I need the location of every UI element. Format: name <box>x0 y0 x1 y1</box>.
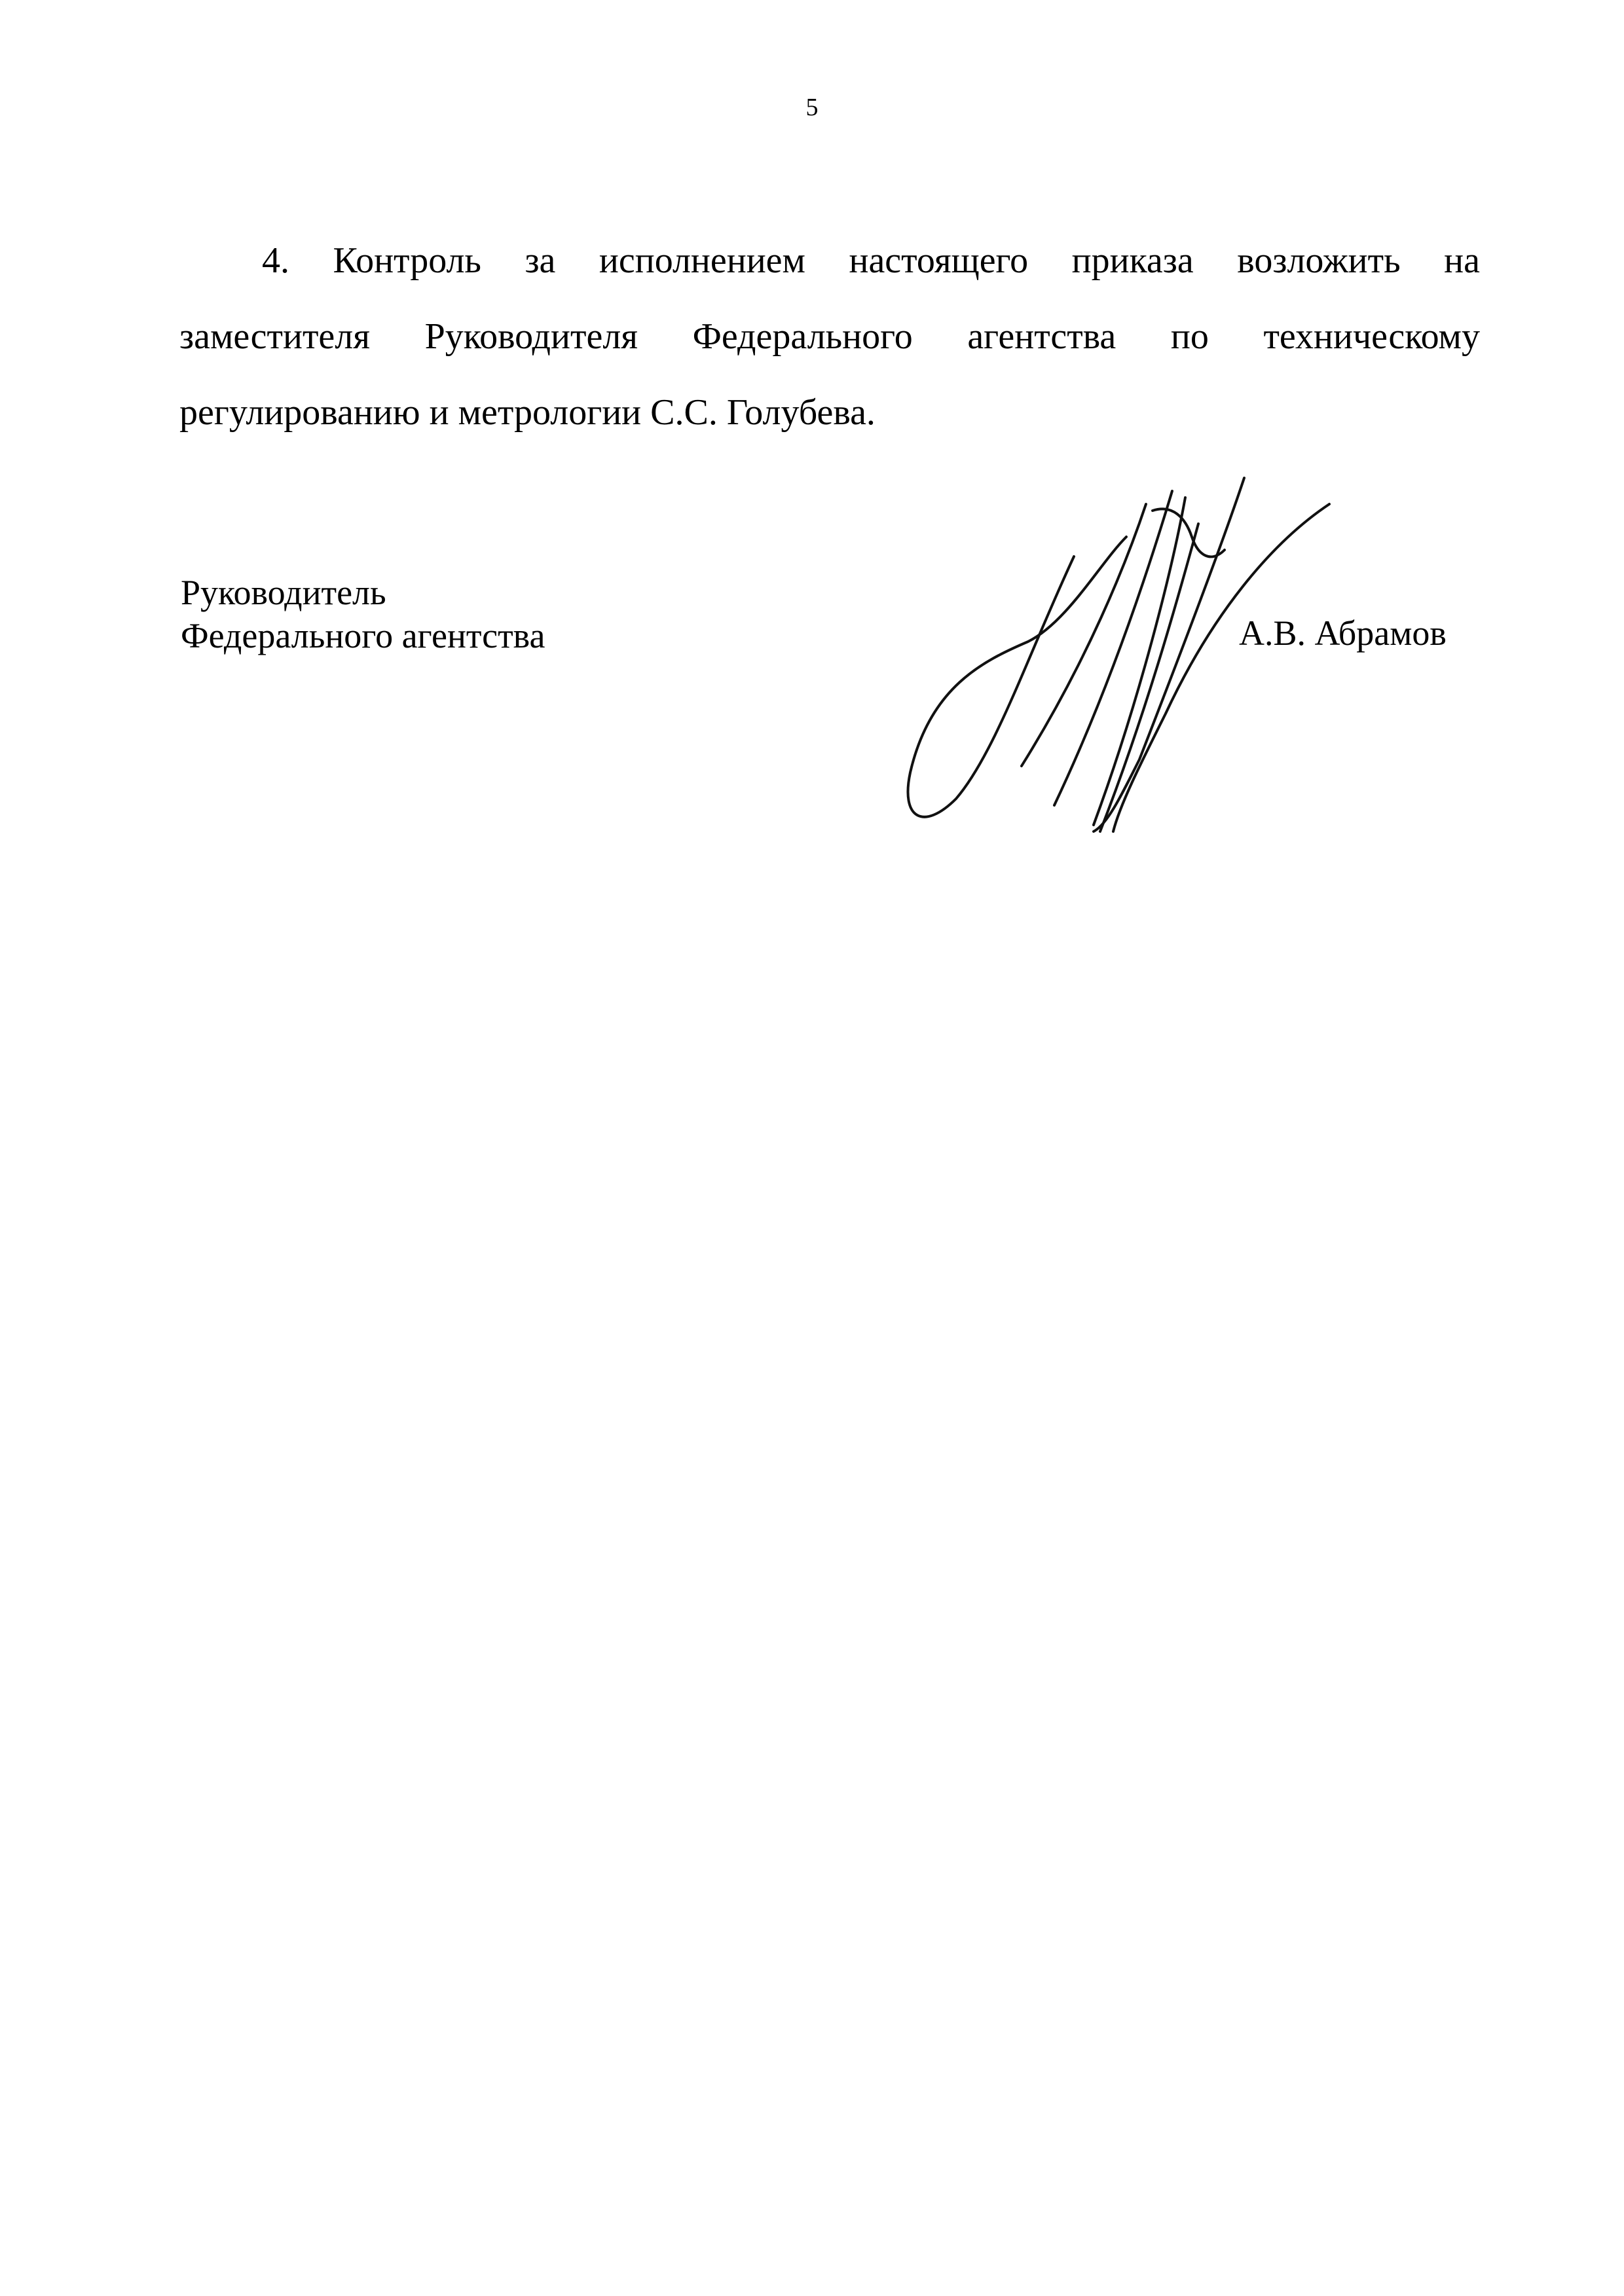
signatory-title <box>181 571 545 657</box>
paragraph-line: регулированию и метрологии С.С. Голубева. <box>179 392 876 433</box>
signature-stroke-2 <box>1054 491 1172 805</box>
signatory-title-line: Руководитель <box>181 573 386 612</box>
signatory-title-line: Федерального агентства <box>181 616 545 655</box>
paragraph-item-4 <box>179 223 1480 450</box>
page-number: 5 <box>805 94 819 121</box>
handwritten-signature <box>904 465 1336 845</box>
paragraph-line: 4. Контроль за исполнением настоящего приказа возложить на <box>262 240 1480 281</box>
signature-stroke-main-loop <box>908 537 1126 817</box>
signature-stroke-3 <box>1094 498 1185 825</box>
signatory-name: А.В. Абрамов <box>1239 613 1447 653</box>
paragraph-line: заместителя Руководителя Федерального агентства по техническому <box>179 316 1480 357</box>
